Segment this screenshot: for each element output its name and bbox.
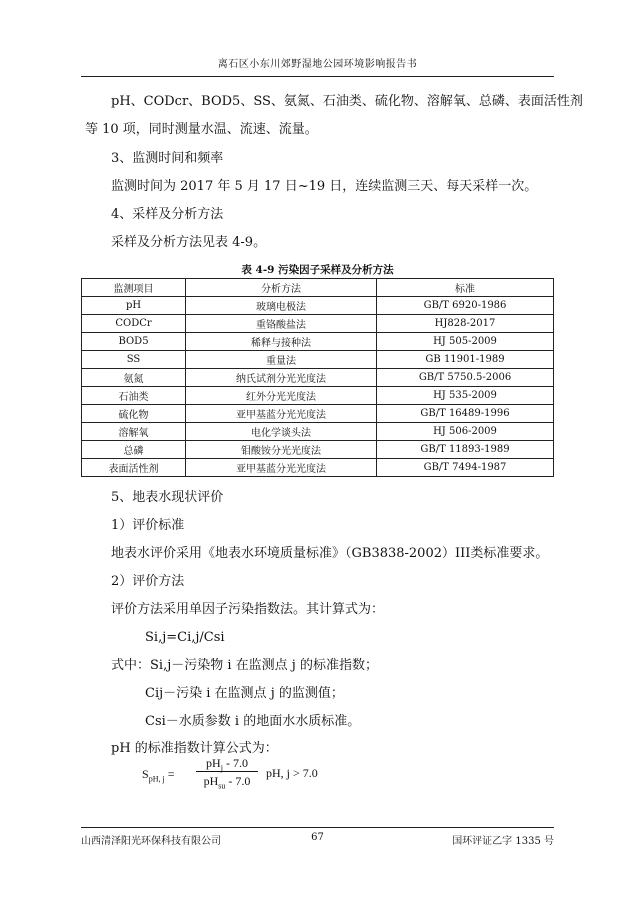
table-row xyxy=(82,351,554,369)
table-row xyxy=(82,423,554,441)
table-cell: HJ 505-2009 xyxy=(377,333,554,351)
table-cell: GB/T 16489-1996 xyxy=(377,405,554,423)
table-header-row xyxy=(82,279,554,297)
table-row xyxy=(82,459,554,477)
footer-company: 山西清泽阳光环保科技有限公司 xyxy=(81,836,221,847)
formula-denominator: $pH_{su} - 7.0$ xyxy=(203,774,251,791)
paragraph-sampling-method: 采样及分析方法见表 4-9。 xyxy=(111,235,267,250)
where-line-2: Cij－污染 i 在监测点 j 的监测值； xyxy=(145,686,344,701)
header-cell: 分析方法 xyxy=(186,279,377,297)
heading-sampling-method: 4、采样及分析方法 xyxy=(111,207,224,222)
table-cell: GB 11901-1989 xyxy=(377,351,554,369)
formula-lhs: $S_{pH, j}$ = xyxy=(142,767,175,784)
table-cell: 电化学谈头法 xyxy=(186,423,377,441)
where-line-1: 式中：Si,j－污染物 i 在监测点 j 的标准指数； xyxy=(111,658,378,673)
table-row xyxy=(82,441,554,459)
formula-condition: pH, j > 7.0 xyxy=(266,766,318,780)
header-cell: 监测项目 xyxy=(82,279,186,297)
items-line1-text: pH、CODcr、BOD5、SS、氨氮、石油类、硫化物、溶解氧、总磷、表面活性剂 xyxy=(111,94,583,109)
footer-certificate: 国环评证乙字 1335 号 xyxy=(452,836,554,847)
table-cell: 总磷 xyxy=(82,441,186,459)
table-cell: SS xyxy=(82,351,186,369)
table-row xyxy=(82,369,554,387)
table-row xyxy=(82,333,554,351)
header-cell: 标准 xyxy=(377,279,554,297)
paragraph-items-line2: 等 10 项，同时测量水温、流速、流量。 xyxy=(85,122,318,137)
table-cell: 稀释与接种法 xyxy=(186,333,377,351)
table-cell: GB/T 6920-1986 xyxy=(377,297,554,315)
table-cell: 纳氏试剂分光光度法 xyxy=(186,369,377,387)
table-cell: 硫化物 xyxy=(82,405,186,423)
page-footer xyxy=(81,827,554,847)
formula-fraction xyxy=(196,755,258,791)
ph-formula-intro: pH 的标准指数计算公式为： xyxy=(111,741,278,756)
page-number: 67 xyxy=(311,832,324,843)
table-cell: pH xyxy=(82,297,186,315)
table-cell: 亚甲基蓝分光光度法 xyxy=(186,459,377,477)
paragraph-standard: 地表水评价采用《地表水环境质量标准》（GB3838-2002）III类标准要求。 xyxy=(111,546,549,561)
analysis-method-table xyxy=(81,278,554,477)
table-cell: 溶解氧 xyxy=(82,423,186,441)
table-cell: HJ 535-2009 xyxy=(377,387,554,405)
table-cell: 石油类 xyxy=(82,387,186,405)
page-header: 离石区小东川郊野湿地公园环境影响报告书 xyxy=(81,55,554,77)
table-cell: HJ 506-2009 xyxy=(377,423,554,441)
table-row xyxy=(82,297,554,315)
table-cell: 亚甲基蓝分光光度法 xyxy=(186,405,377,423)
formula-numerator: $pH_j - 7.0$ xyxy=(196,755,258,772)
table-cell: 玻璃电极法 xyxy=(186,297,377,315)
table-row xyxy=(82,315,554,333)
table-cell: 重铬酸盐法 xyxy=(186,315,377,333)
table-row xyxy=(82,387,554,405)
paragraph-monitoring-time: 监测时间为 2017 年 5 月 17 日~19 日，连续监测三天、每天采样一次。 xyxy=(111,179,538,194)
paragraph-items-line1 xyxy=(85,88,583,116)
table-cell: 氨氮 xyxy=(82,369,186,387)
heading-evaluation: 5、地表水现状评价 xyxy=(111,490,224,505)
subheading-standard: 1）评价标准 xyxy=(111,518,185,533)
table-cell: GB/T 5750.5-2006 xyxy=(377,369,554,387)
table-cell: 红外分光光度法 xyxy=(186,387,377,405)
table-row xyxy=(82,405,554,423)
paragraph-method: 评价方法采用单因子污染指数法。其计算式为： xyxy=(111,602,385,617)
table-cell: BOD5 xyxy=(82,333,186,351)
subheading-method: 2）评价方法 xyxy=(111,574,185,589)
table-cell: 表面活性剂 xyxy=(82,459,186,477)
table-cell: CODCr xyxy=(82,315,186,333)
table-cell: HJ828-2017 xyxy=(377,315,554,333)
table-caption: 表 4-9 污染因子采样及分析方法 xyxy=(241,264,394,276)
where-line-3: Csi－水质参数 i 的地面水水质标准。 xyxy=(145,714,361,729)
heading-monitoring-time: 3、监测时间和频率 xyxy=(111,151,224,166)
table-cell: GB/T 7494-1987 xyxy=(377,459,554,477)
table-cell: 钼酸铵分光光度法 xyxy=(186,441,377,459)
table-cell: GB/T 11893-1989 xyxy=(377,441,554,459)
formula-si-j: Si,j=Ci,j/Csi xyxy=(145,630,225,645)
table-cell: 重量法 xyxy=(186,351,377,369)
